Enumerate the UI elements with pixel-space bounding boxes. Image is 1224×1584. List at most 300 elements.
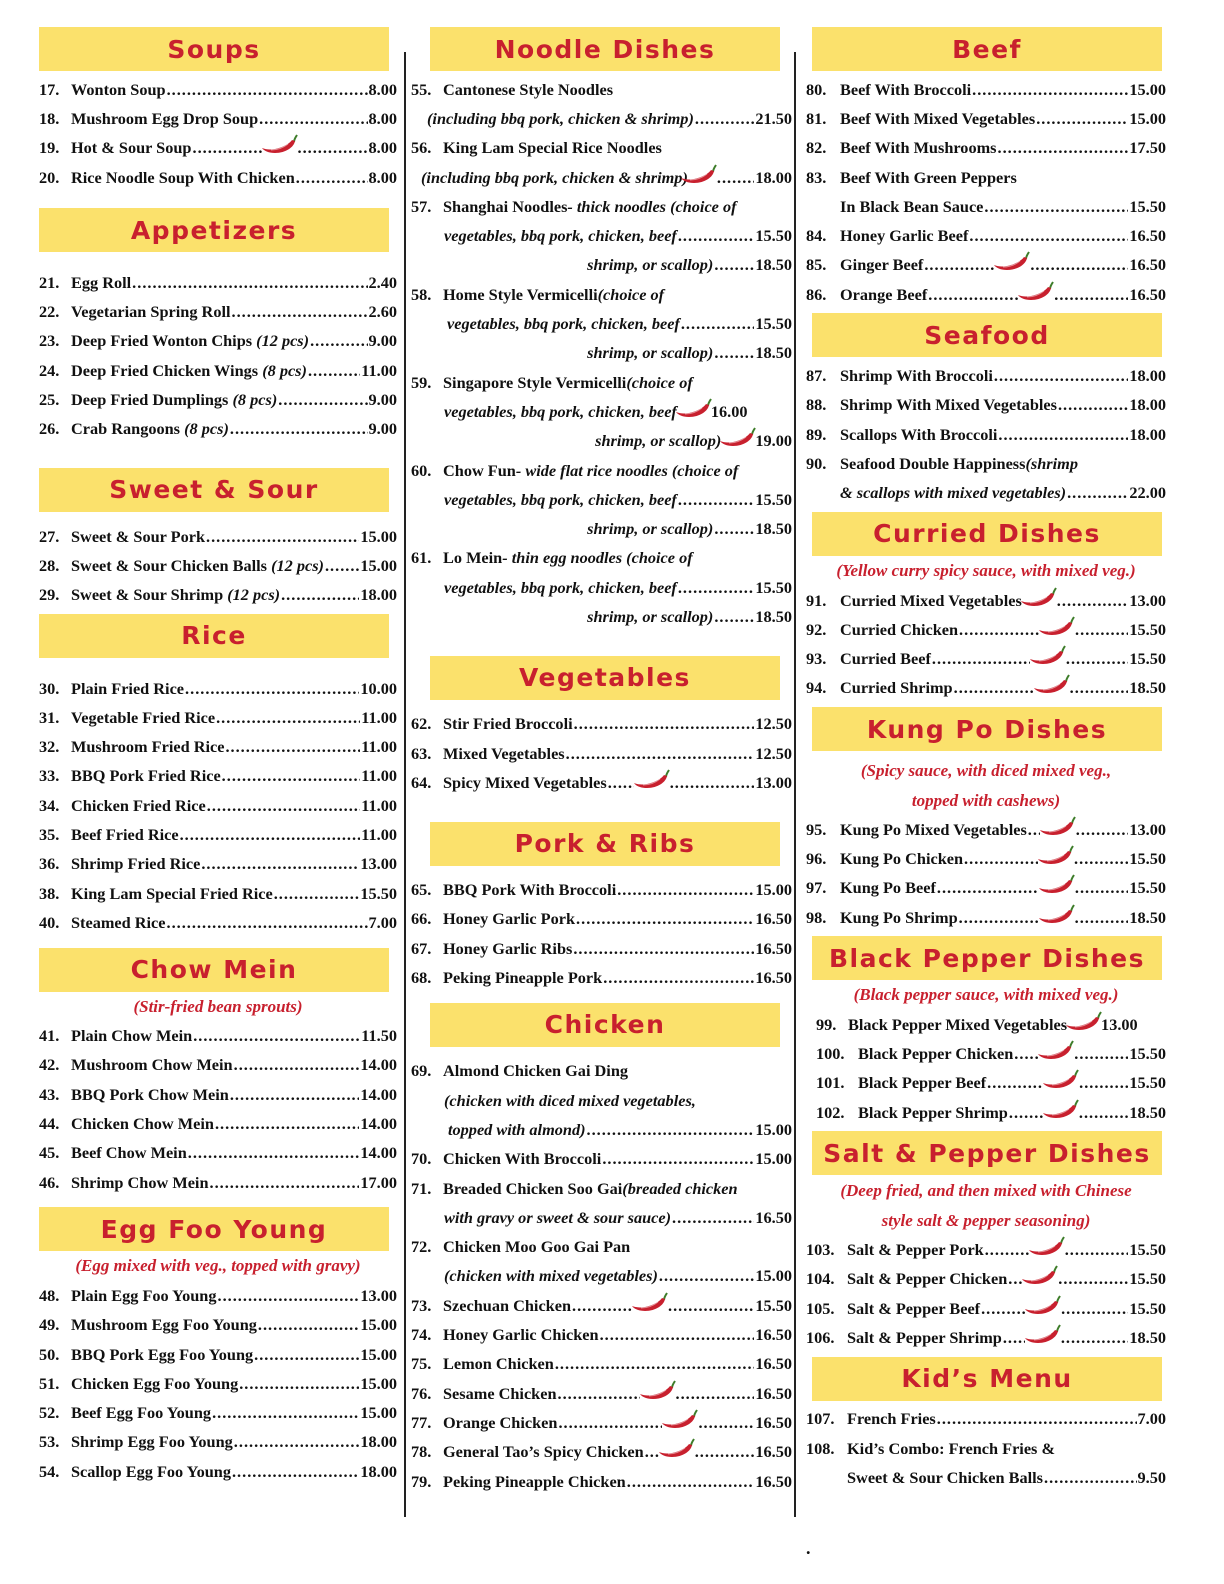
item-price: 11.00 bbox=[361, 707, 397, 727]
leader-dots bbox=[695, 1442, 755, 1462]
item-number: 23. bbox=[39, 331, 60, 351]
item-number: 64. bbox=[411, 772, 432, 792]
item-number: 43. bbox=[39, 1084, 60, 1104]
item-price: 17.50 bbox=[1129, 138, 1166, 158]
item-number: 100. bbox=[816, 1044, 845, 1064]
menu-item-detail bbox=[411, 1262, 792, 1291]
menu-item bbox=[806, 586, 1166, 615]
item-price: 10.00 bbox=[360, 678, 397, 698]
item-name: Salt & Pepper Chicken bbox=[847, 1269, 1008, 1289]
menu-item bbox=[411, 368, 792, 397]
menu-item-detail bbox=[411, 163, 792, 192]
item-number: 24. bbox=[39, 360, 60, 380]
item-price: 15.50 bbox=[755, 489, 792, 509]
item-price: 15.00 bbox=[360, 1315, 397, 1335]
chili-pepper-icon bbox=[1037, 848, 1075, 870]
item-name: Egg Roll bbox=[71, 272, 132, 292]
menu-item-detail bbox=[411, 1203, 792, 1232]
item-number: 33. bbox=[39, 766, 60, 786]
chili-pepper-icon bbox=[1042, 1072, 1080, 1094]
item-price: 9.00 bbox=[368, 390, 397, 410]
chili-pepper-icon bbox=[719, 430, 757, 452]
menu-item-detail bbox=[806, 479, 1166, 508]
item-name: Scallops With Broccoli bbox=[840, 424, 998, 444]
menu-item bbox=[39, 1428, 397, 1457]
menu-item bbox=[806, 1405, 1166, 1434]
menu-column-3 bbox=[806, 27, 1166, 1493]
leader-dots bbox=[167, 913, 368, 933]
item-number: 104. bbox=[806, 1269, 835, 1289]
item-name: Black Pepper Shrimp bbox=[858, 1102, 1008, 1122]
item-name: vegetables, bbq pork, chicken, beef bbox=[444, 489, 677, 509]
item-number: 62. bbox=[411, 714, 432, 734]
item-name: Shanghai Noodles bbox=[443, 196, 568, 216]
leader-dots bbox=[1075, 878, 1128, 898]
leader-dots bbox=[714, 607, 754, 627]
item-price: 16.50 bbox=[1129, 255, 1166, 275]
item-name: vegetables, bbq pork, chicken, beef bbox=[444, 401, 677, 421]
item-number: 45. bbox=[39, 1143, 60, 1163]
leader-dots bbox=[234, 1432, 360, 1452]
item-number: 22. bbox=[39, 302, 60, 322]
rice-list bbox=[39, 674, 397, 938]
item-name: General Tao’s Spicy Chicken bbox=[443, 1442, 644, 1462]
item-number: 40. bbox=[39, 912, 60, 932]
leader-dots bbox=[698, 1413, 754, 1433]
noodle-list bbox=[411, 75, 792, 632]
chili-pepper-icon bbox=[675, 401, 713, 423]
leader-dots bbox=[1057, 591, 1129, 611]
item-name: Beef With Broccoli bbox=[840, 79, 972, 99]
item-number: 83. bbox=[806, 167, 827, 187]
menu-item bbox=[806, 1323, 1166, 1352]
item-price: 7.00 bbox=[368, 912, 397, 932]
section-header-chicken: Chicken bbox=[430, 1003, 780, 1047]
menu-column-2 bbox=[411, 27, 792, 1496]
menu-item bbox=[411, 934, 792, 963]
egg-foo-young-list bbox=[39, 1281, 397, 1486]
item-name: Beef With Mixed Vegetables bbox=[840, 108, 1036, 128]
item-price: 7.00 bbox=[1137, 1409, 1166, 1429]
item-price: 15.00 bbox=[1129, 79, 1166, 99]
item-number: 101. bbox=[816, 1073, 845, 1093]
leader-dots bbox=[180, 825, 361, 845]
item-number: 50. bbox=[39, 1344, 60, 1364]
item-name: Scallop Egg Foo Young bbox=[71, 1461, 231, 1481]
item-number: 28. bbox=[39, 555, 60, 575]
menu-item bbox=[806, 391, 1166, 420]
item-number: 63. bbox=[411, 743, 432, 763]
item-price: 12.50 bbox=[755, 743, 792, 763]
leader-dots bbox=[574, 714, 755, 734]
item-name: shrimp, or scallop) bbox=[587, 255, 714, 275]
item-price: 18.00 bbox=[1129, 395, 1166, 415]
item-number: 20. bbox=[39, 167, 60, 187]
menu-item bbox=[816, 1069, 1166, 1098]
leader-dots bbox=[959, 908, 1039, 928]
leader-dots bbox=[225, 737, 360, 757]
item-number: 70. bbox=[411, 1149, 432, 1169]
leader-dots bbox=[222, 766, 361, 786]
item-name: Salt & Pepper Beef bbox=[847, 1298, 981, 1318]
item-price: 16.50 bbox=[1129, 284, 1166, 304]
menu-item bbox=[39, 1109, 397, 1138]
leader-dots bbox=[587, 1120, 755, 1140]
seafood-list bbox=[806, 361, 1166, 507]
leader-dots bbox=[678, 226, 755, 246]
leader-dots bbox=[1061, 1328, 1129, 1348]
menu-item bbox=[39, 522, 397, 551]
leader-dots bbox=[964, 849, 1038, 869]
section-header-appetizers: Appetizers bbox=[39, 208, 389, 252]
item-name: (12 pcs) bbox=[271, 555, 324, 575]
chili-pepper-icon bbox=[661, 1412, 699, 1434]
leader-dots bbox=[1070, 678, 1129, 698]
item-name: Mushroom Fried Rice bbox=[71, 737, 225, 757]
item-name: Honey Garlic Chicken bbox=[443, 1325, 599, 1345]
kung-po-list bbox=[806, 815, 1166, 932]
menu-item bbox=[806, 251, 1166, 280]
menu-item bbox=[39, 104, 397, 133]
item-name: Plain Fried Rice bbox=[71, 678, 185, 698]
item-price: 22.00 bbox=[1129, 483, 1166, 503]
menu-item bbox=[411, 134, 792, 163]
item-name: BBQ Pork Fried Rice bbox=[71, 766, 221, 786]
item-name: Beef With Mushrooms bbox=[840, 138, 997, 158]
menu-item bbox=[39, 385, 397, 414]
item-price: 15.50 bbox=[1129, 619, 1166, 639]
item-name: Vegetarian Spring Roll bbox=[71, 302, 231, 322]
item-number: 84. bbox=[806, 226, 827, 246]
leader-dots bbox=[572, 1296, 632, 1316]
chili-pepper-icon bbox=[1021, 1268, 1059, 1290]
item-price: 14.00 bbox=[360, 1143, 397, 1163]
menu-item-detail bbox=[411, 427, 792, 456]
menu-item bbox=[806, 163, 1166, 192]
item-price: 18.50 bbox=[755, 519, 792, 539]
item-price: 2.60 bbox=[368, 302, 397, 322]
chili-pepper-icon bbox=[1038, 907, 1076, 929]
leader-dots bbox=[985, 1240, 1029, 1260]
pork-ribs-list bbox=[411, 876, 792, 993]
item-price: 16.50 bbox=[755, 1471, 792, 1491]
item-name: Vegetable Fried Rice bbox=[71, 707, 216, 727]
menu-item bbox=[411, 1233, 792, 1262]
menu-item bbox=[411, 739, 792, 768]
item-price: 15.00 bbox=[1129, 108, 1166, 128]
leader-dots bbox=[969, 226, 1128, 246]
item-name: Beef Fried Rice bbox=[71, 824, 179, 844]
chili-pepper-icon bbox=[1039, 819, 1077, 841]
leader-dots bbox=[132, 273, 367, 293]
item-name: Lemon Chicken bbox=[443, 1354, 554, 1374]
item-number: 107. bbox=[806, 1409, 835, 1429]
chili-pepper-icon bbox=[1042, 1102, 1080, 1124]
item-price: 11.00 bbox=[361, 795, 397, 815]
menu-item-detail bbox=[411, 1115, 792, 1144]
curried-list bbox=[806, 586, 1166, 703]
leader-dots bbox=[1061, 1299, 1128, 1319]
leader-dots bbox=[254, 1345, 359, 1365]
menu-item-detail bbox=[411, 221, 792, 250]
item-number: 65. bbox=[411, 880, 432, 900]
menu-item bbox=[411, 456, 792, 485]
item-name: Peking Pineapple Pork bbox=[443, 968, 603, 988]
menu-item bbox=[806, 674, 1166, 703]
item-name: Sweet & Sour Pork bbox=[71, 526, 206, 546]
menu-item bbox=[39, 791, 397, 820]
menu-item-detail bbox=[411, 573, 792, 602]
section-header-kung-po-dishes: Kung Po Dishes bbox=[812, 707, 1162, 751]
menu-item bbox=[806, 1235, 1166, 1264]
vegetables-list bbox=[411, 710, 792, 798]
item-name: Almond Chicken Gai Ding bbox=[443, 1061, 629, 1081]
menu-item bbox=[39, 415, 397, 444]
leader-dots bbox=[984, 197, 1128, 217]
item-number: 55. bbox=[411, 79, 432, 99]
leader-dots bbox=[281, 585, 359, 605]
leader-dots bbox=[932, 649, 1030, 669]
item-number: 41. bbox=[39, 1026, 60, 1046]
item-name: (choice of bbox=[597, 284, 665, 304]
menu-item bbox=[806, 449, 1166, 478]
kids-list bbox=[806, 1405, 1166, 1493]
item-price: 15.50 bbox=[755, 577, 792, 597]
menu-item bbox=[806, 903, 1166, 932]
item-price: 16.50 bbox=[755, 938, 792, 958]
item-number: 36. bbox=[39, 854, 60, 874]
item-price: 16.50 bbox=[1129, 226, 1166, 246]
section-note: (Deep fried, and then mixed with Chinese bbox=[840, 1181, 1132, 1201]
item-name: Stir Fried Broccoli bbox=[443, 714, 573, 734]
leader-dots bbox=[230, 1085, 360, 1105]
item-number: 67. bbox=[411, 938, 432, 958]
item-price: 18.50 bbox=[755, 343, 792, 363]
item-name: topped with almond) bbox=[448, 1119, 586, 1139]
menu-item bbox=[411, 1350, 792, 1379]
section-header-egg-foo-young: Egg Foo Young bbox=[39, 1207, 389, 1251]
leader-dots bbox=[212, 1403, 359, 1423]
section-header-soups: Soups bbox=[39, 27, 389, 71]
chili-pepper-icon bbox=[633, 772, 671, 794]
item-number: 97. bbox=[806, 878, 827, 898]
section-note: (Black pepper sauce, with mixed veg.) bbox=[853, 985, 1119, 1005]
item-name: Lo Mein bbox=[443, 548, 503, 568]
leader-dots bbox=[668, 1296, 754, 1316]
leader-dots bbox=[608, 773, 634, 793]
section-note: (Stir-fried bean sprouts) bbox=[133, 996, 303, 1016]
item-price: 18.00 bbox=[360, 1432, 397, 1452]
menu-item-detail bbox=[411, 309, 792, 338]
section-header-kids-menu: Kid’s Menu bbox=[812, 1357, 1162, 1401]
item-number: 87. bbox=[806, 366, 827, 386]
item-name: Sweet & Sour Shrimp bbox=[71, 585, 224, 605]
item-price: 18.00 bbox=[1129, 366, 1166, 386]
leader-dots bbox=[998, 138, 1129, 158]
leader-dots bbox=[954, 678, 1034, 698]
leader-dots bbox=[1075, 620, 1128, 640]
chili-pepper-icon bbox=[1065, 1014, 1103, 1036]
item-number: 74. bbox=[411, 1325, 432, 1345]
item-number: 17. bbox=[39, 79, 60, 99]
item-number: 81. bbox=[806, 108, 827, 128]
item-name: (chicken with diced mixed vegetables, bbox=[444, 1090, 696, 1110]
item-number: 105. bbox=[806, 1298, 835, 1318]
item-price: 16.50 bbox=[755, 968, 792, 988]
item-number: 102. bbox=[816, 1102, 845, 1122]
chili-pepper-icon bbox=[1017, 284, 1055, 306]
menu-item bbox=[39, 551, 397, 580]
item-name: Rice Noodle Soup With Chicken bbox=[71, 167, 295, 187]
item-price: 11.00 bbox=[361, 737, 397, 757]
menu-item bbox=[806, 1434, 1166, 1463]
item-price: 15.50 bbox=[360, 883, 397, 903]
item-number: 96. bbox=[806, 848, 827, 868]
menu-item bbox=[39, 1340, 397, 1369]
chili-pepper-icon bbox=[1037, 1043, 1075, 1065]
leader-dots bbox=[714, 343, 754, 363]
item-price: 13.00 bbox=[1101, 1014, 1138, 1034]
leader-dots bbox=[924, 255, 994, 275]
item-name: Beef Chow Mein bbox=[71, 1143, 187, 1163]
menu-item bbox=[39, 581, 397, 610]
menu-item bbox=[39, 297, 397, 326]
item-name: (choice of bbox=[626, 372, 693, 392]
chili-pepper-icon bbox=[1038, 877, 1076, 899]
item-price: 8.00 bbox=[368, 108, 397, 128]
item-price: 14.00 bbox=[360, 1055, 397, 1075]
item-price: 8.00 bbox=[368, 138, 397, 158]
item-name: Home Style Vermicelli bbox=[443, 284, 598, 304]
item-name: Curried Beef bbox=[840, 649, 931, 669]
item-price: 15.00 bbox=[360, 1403, 397, 1423]
leader-dots bbox=[678, 578, 755, 598]
item-price: 16.50 bbox=[755, 1207, 792, 1227]
item-number: 66. bbox=[411, 909, 432, 929]
section-note: style salt & pepper seasoning) bbox=[881, 1211, 1091, 1231]
item-name: Honey Garlic Ribs bbox=[443, 938, 573, 958]
item-price: 15.00 bbox=[755, 880, 792, 900]
menu-item bbox=[411, 876, 792, 905]
chili-pepper-icon bbox=[1024, 1327, 1062, 1349]
menu-item bbox=[39, 356, 397, 385]
item-price: 15.50 bbox=[1129, 878, 1166, 898]
item-price: 11.00 bbox=[361, 824, 397, 844]
menu-item bbox=[806, 221, 1166, 250]
leader-dots bbox=[185, 679, 359, 699]
item-number: 54. bbox=[39, 1461, 60, 1481]
item-name: Chicken Egg Foo Young bbox=[71, 1373, 239, 1393]
item-name: Chicken Moo Goo Gai Pan bbox=[443, 1237, 631, 1257]
item-name: Honey Garlic Beef bbox=[840, 226, 969, 246]
item-name: Peking Pineapple Chicken bbox=[443, 1471, 626, 1491]
menu-item bbox=[411, 1408, 792, 1437]
menu-item bbox=[39, 703, 397, 732]
item-name: Cantonese Style Noodles bbox=[443, 79, 614, 99]
leader-dots bbox=[1014, 1044, 1038, 1064]
footer-mark: . bbox=[806, 1538, 811, 1558]
leader-dots bbox=[1036, 109, 1128, 129]
item-name: Shrimp With Mixed Vegetables bbox=[840, 395, 1057, 415]
item-name: (8 pcs) bbox=[262, 360, 307, 380]
item-name: Singapore Style Vermicelli bbox=[443, 372, 627, 392]
item-name: with gravy or sweet & sour sauce) bbox=[444, 1207, 672, 1227]
chicken-list bbox=[411, 1057, 792, 1496]
menu-item-detail bbox=[806, 1463, 1166, 1492]
item-price: 13.00 bbox=[1129, 590, 1166, 610]
chili-pepper-icon bbox=[1033, 677, 1071, 699]
item-price: 15.00 bbox=[360, 1373, 397, 1393]
item-number: 30. bbox=[39, 678, 60, 698]
leader-dots bbox=[1066, 649, 1128, 669]
section-header-chow-mein: Chow Mein bbox=[39, 948, 389, 992]
menu-item bbox=[806, 361, 1166, 390]
menu-item bbox=[806, 815, 1166, 844]
leader-dots bbox=[1079, 1103, 1128, 1123]
item-name: Chicken Chow Mein bbox=[71, 1114, 214, 1134]
item-name: BBQ Pork Egg Foo Young bbox=[71, 1344, 254, 1364]
menu-item bbox=[39, 268, 397, 297]
menu-item bbox=[411, 1174, 792, 1203]
appetizers-list bbox=[39, 268, 397, 444]
leader-dots bbox=[201, 854, 359, 874]
leader-dots bbox=[1008, 1269, 1022, 1289]
item-name: Sweet & Sour Chicken Balls bbox=[71, 555, 267, 575]
item-name: Salt & Pepper Shrimp bbox=[847, 1327, 1002, 1347]
menu-item bbox=[39, 134, 397, 163]
menu-item bbox=[411, 710, 792, 739]
item-name: shrimp, or scallop) bbox=[587, 519, 714, 539]
item-number: 94. bbox=[806, 678, 827, 698]
item-name: shrimp, or scallop) bbox=[595, 431, 722, 451]
leader-dots bbox=[676, 1384, 755, 1404]
item-name: Mushroom Egg Drop Soup bbox=[71, 108, 259, 128]
menu-item bbox=[411, 544, 792, 573]
menu-item bbox=[411, 768, 792, 797]
item-name: Orange Chicken bbox=[443, 1412, 558, 1432]
item-price: 14.00 bbox=[360, 1114, 397, 1134]
leader-dots bbox=[627, 1472, 755, 1492]
leader-dots bbox=[188, 1143, 360, 1163]
item-price: 15.50 bbox=[1129, 649, 1166, 669]
item-name: (8 pcs) bbox=[184, 419, 229, 439]
item-price: 8.00 bbox=[368, 79, 397, 99]
item-number: 38. bbox=[39, 883, 60, 903]
leader-dots bbox=[1067, 483, 1128, 503]
leader-dots bbox=[1009, 1103, 1043, 1123]
menu-item bbox=[806, 1265, 1166, 1294]
item-name: & scallops with mixed vegetables) bbox=[840, 483, 1067, 503]
menu-item bbox=[411, 1320, 792, 1349]
item-number: 46. bbox=[39, 1172, 60, 1192]
leader-dots bbox=[987, 1073, 1043, 1093]
item-number: 79. bbox=[411, 1471, 432, 1491]
menu-item bbox=[39, 1080, 397, 1109]
leader-dots bbox=[558, 1384, 640, 1404]
item-name: Curried Chicken bbox=[840, 619, 959, 639]
item-number: 48. bbox=[39, 1285, 60, 1305]
leader-dots bbox=[1079, 1073, 1128, 1093]
item-name: - wide flat rice noodles (choice of bbox=[515, 460, 739, 480]
leader-dots bbox=[714, 255, 754, 275]
menu-item bbox=[39, 674, 397, 703]
item-number: 61. bbox=[411, 548, 432, 568]
menu-item-detail bbox=[806, 192, 1166, 221]
item-number: 71. bbox=[411, 1178, 432, 1198]
item-name: Beef With Green Peppers bbox=[840, 167, 1017, 187]
section-note: topped with cashews) bbox=[911, 791, 1061, 811]
item-name: (breaded chicken bbox=[622, 1178, 738, 1198]
